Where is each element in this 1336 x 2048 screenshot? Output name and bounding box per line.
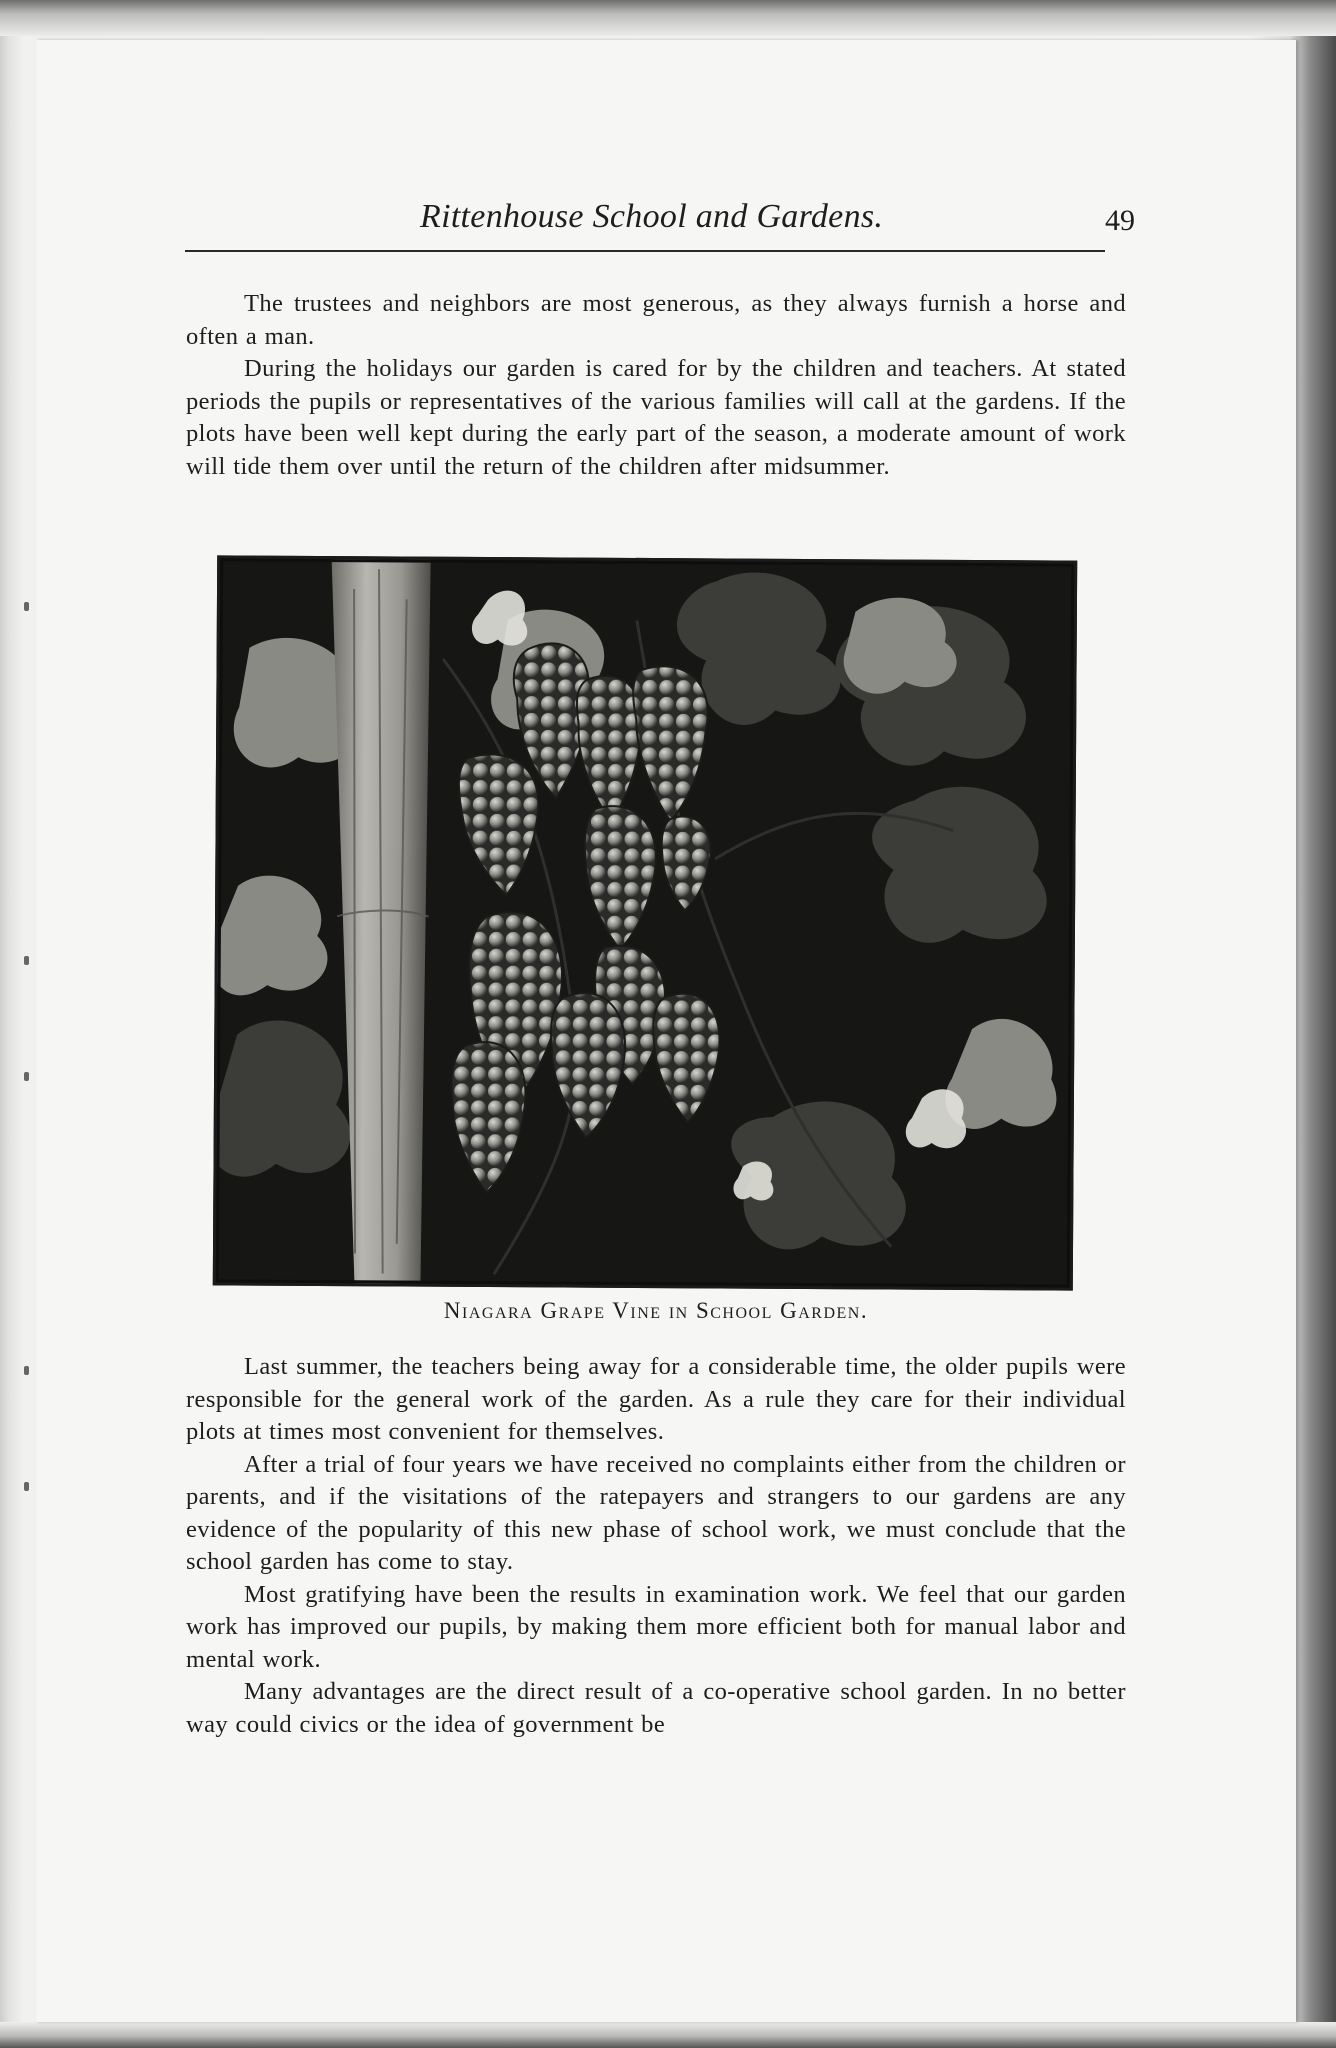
header-rule	[185, 250, 1105, 252]
running-head	[185, 190, 1135, 250]
running-title: Rittenhouse School and Gardens.	[420, 198, 884, 235]
grape-vine-photograph	[213, 555, 1077, 1290]
margin-mark	[24, 1366, 29, 1375]
margin-mark	[24, 956, 29, 965]
paragraph: Many advantages are the direct result of a co-operative school garden. In no better way could civics or the idea of government be	[186, 1678, 1126, 1738]
body-text-top	[186, 288, 1126, 483]
margin-mark	[24, 1072, 29, 1081]
grape-vine-photo-illustration	[216, 558, 1074, 1287]
margin-mark	[24, 1482, 29, 1491]
page-number: 49	[1105, 204, 1135, 237]
paragraph: Last summer, the teachers being away for a considerable time, the older pupils were responsible for the general work of the garden. As a rule they care for their individual plots at times most convenient for themselves.	[186, 1353, 1126, 1445]
book-top-edge	[0, 0, 1336, 36]
figure-caption: Niagara Grape Vine in School Garden.	[443, 1298, 869, 1323]
paragraph: During the holidays our garden is cared for by the children and teachers. At stated periods the pupils or representatives of the various families will call at the gardens. If the plots have been well kept during the early part of the season, a moderate amount of work will tide them over until the return of the children after midsummer.	[186, 355, 1126, 480]
margin-mark	[24, 602, 29, 611]
book-bottom-edge	[0, 2022, 1336, 2048]
paragraph: The trustees and neighbors are most generous, as they always furnish a horse and often a man.	[186, 290, 1126, 350]
body-text-bottom	[186, 1351, 1126, 1741]
paragraph: After a trial of four years we have received no complaints either from the children or parents, and if the visitations of the ratepayers and strangers to our gardens are any evidence of the popularity of this new phase of school work, we must conclude that the school garden has come to stay.	[186, 1450, 1126, 1575]
paragraph: Most gratifying have been the results in examination work. We feel that our garden work has improved our pupils, by making them more efficient both for manual labor and mental work.	[186, 1580, 1126, 1673]
